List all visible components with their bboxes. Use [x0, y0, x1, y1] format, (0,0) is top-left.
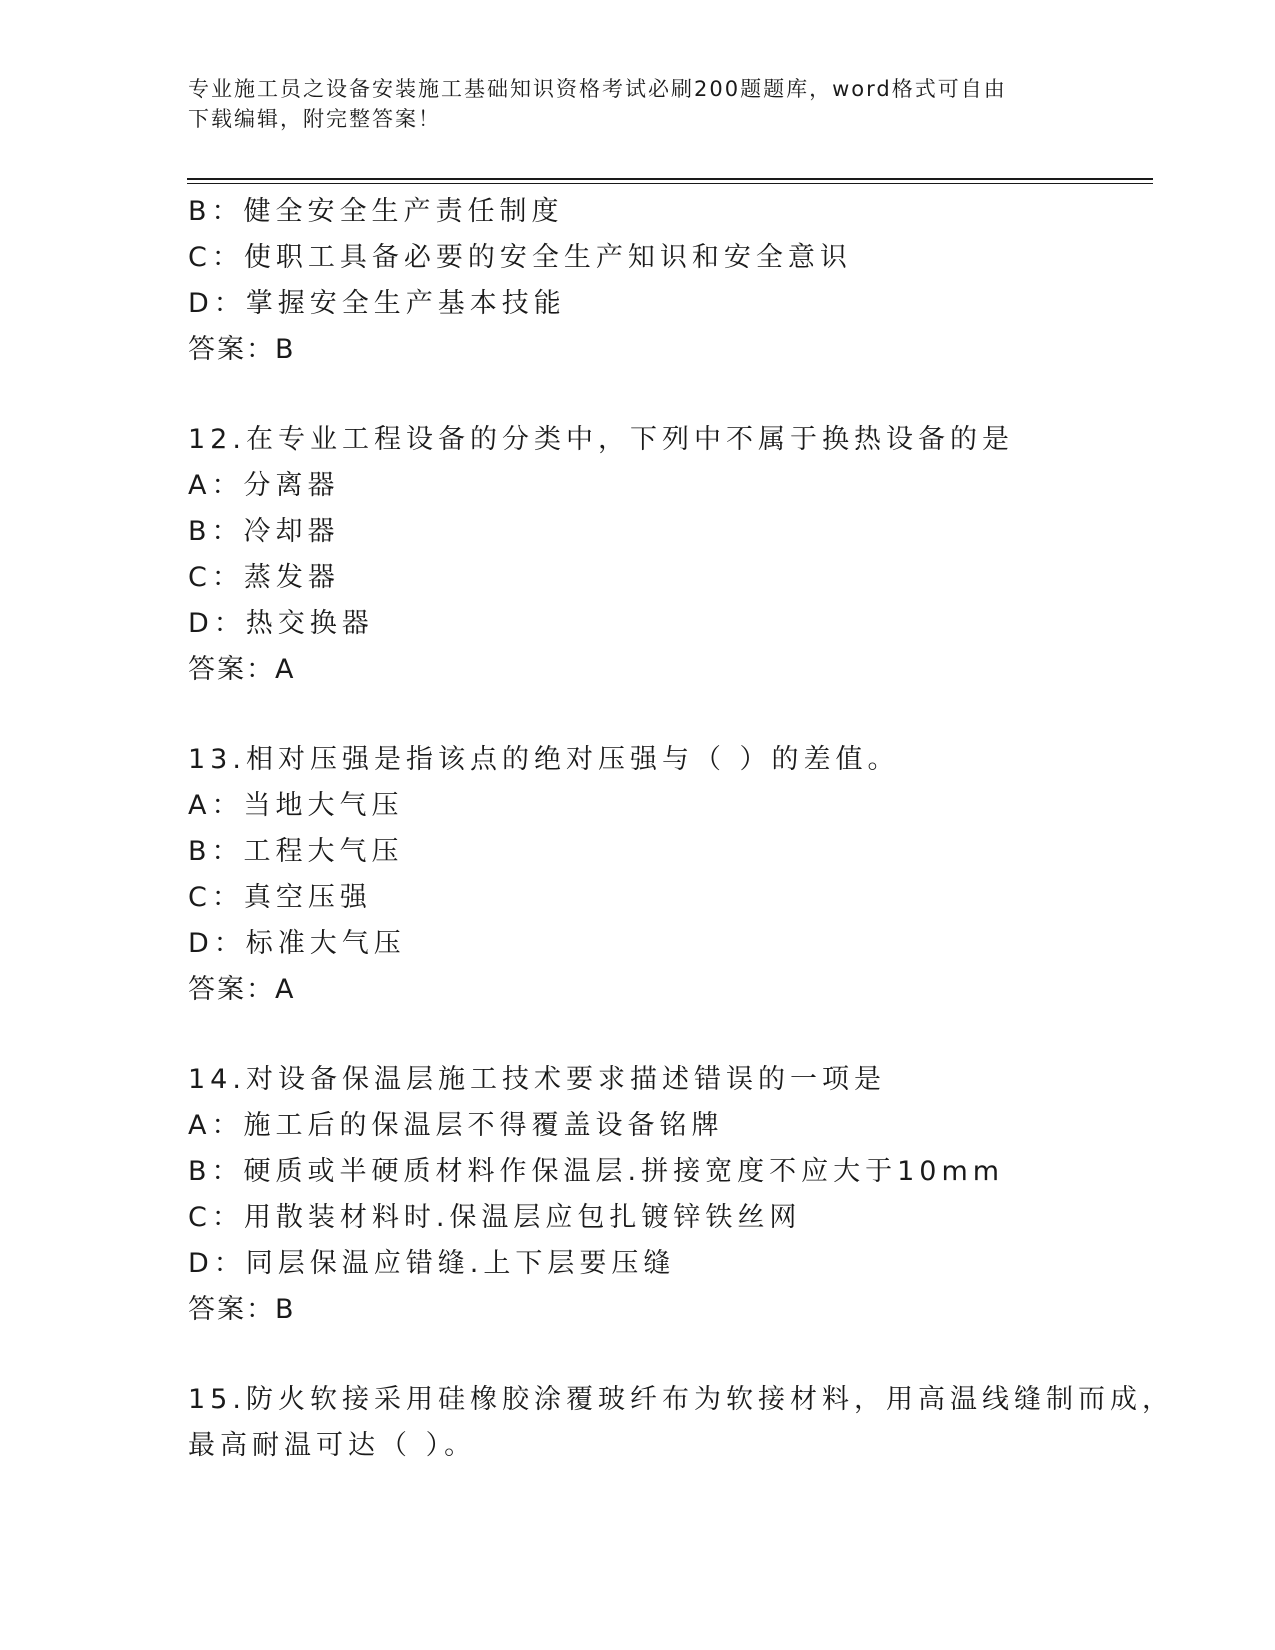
document-header [188, 74, 1108, 134]
option-d: D：热交换器 [188, 608, 374, 639]
option-c: C：蒸发器 [188, 562, 340, 593]
question-title: 12.在专业工程设备的分类中，下列中不属于换热设备的是 [188, 424, 1014, 455]
header-divider-thick [187, 178, 1153, 180]
question-title-line-1: 15.防火软接采用硅橡胶涂覆玻纤布为软接材料，用高温线缝制而成， [188, 1384, 1174, 1415]
option-b: B：工程大气压 [188, 836, 404, 867]
question-12 [188, 417, 1148, 693]
header-line-2: 下载编辑，附完整答案！ [188, 107, 441, 131]
question-title-line-2: 最高耐温可达（ ）。 [188, 1430, 477, 1461]
option-b: B：硬质或半硬质材料作保温层.拼接宽度不应大于10mm [188, 1156, 1005, 1187]
question-title: 14.对设备保温层施工技术要求描述错误的一项是 [188, 1064, 886, 1095]
option-c: C：用散装材料时.保温层应包扎镀锌铁丝网 [188, 1202, 802, 1233]
header-divider-thin [187, 183, 1153, 184]
option-b: B：冷却器 [188, 516, 340, 547]
option-c: C：使职工具备必要的安全生产知识和安全意识 [188, 242, 852, 273]
option-c: C：真空压强 [188, 882, 372, 913]
answer: 答案：B [188, 334, 296, 365]
question-14 [188, 1057, 1148, 1333]
option-d: D：同层保温应错缝.上下层要压缝 [188, 1248, 676, 1279]
answer: 答案：A [188, 974, 296, 1005]
question-title: 13.相对压强是指该点的绝对压强与（ ）的差值。 [188, 744, 900, 775]
header-line-1: 专业施工员之设备安装施工基础知识资格考试必刷200题题库，word格式可自由 [188, 77, 1007, 101]
option-a: A：当地大气压 [188, 790, 404, 821]
option-a: A：分离器 [188, 470, 340, 501]
answer: 答案：A [188, 654, 296, 685]
question-list [188, 189, 1174, 1469]
option-a: A：施工后的保温层不得覆盖设备铭牌 [188, 1110, 724, 1141]
option-d: D：掌握安全生产基本技能 [188, 288, 566, 319]
option-d: D：标准大气压 [188, 928, 406, 959]
option-b: B：健全安全生产责任制度 [188, 196, 564, 227]
question-11 [188, 189, 1148, 373]
question-15 [188, 1377, 1174, 1469]
answer: 答案：B [188, 1294, 296, 1325]
question-13 [188, 737, 1148, 1013]
